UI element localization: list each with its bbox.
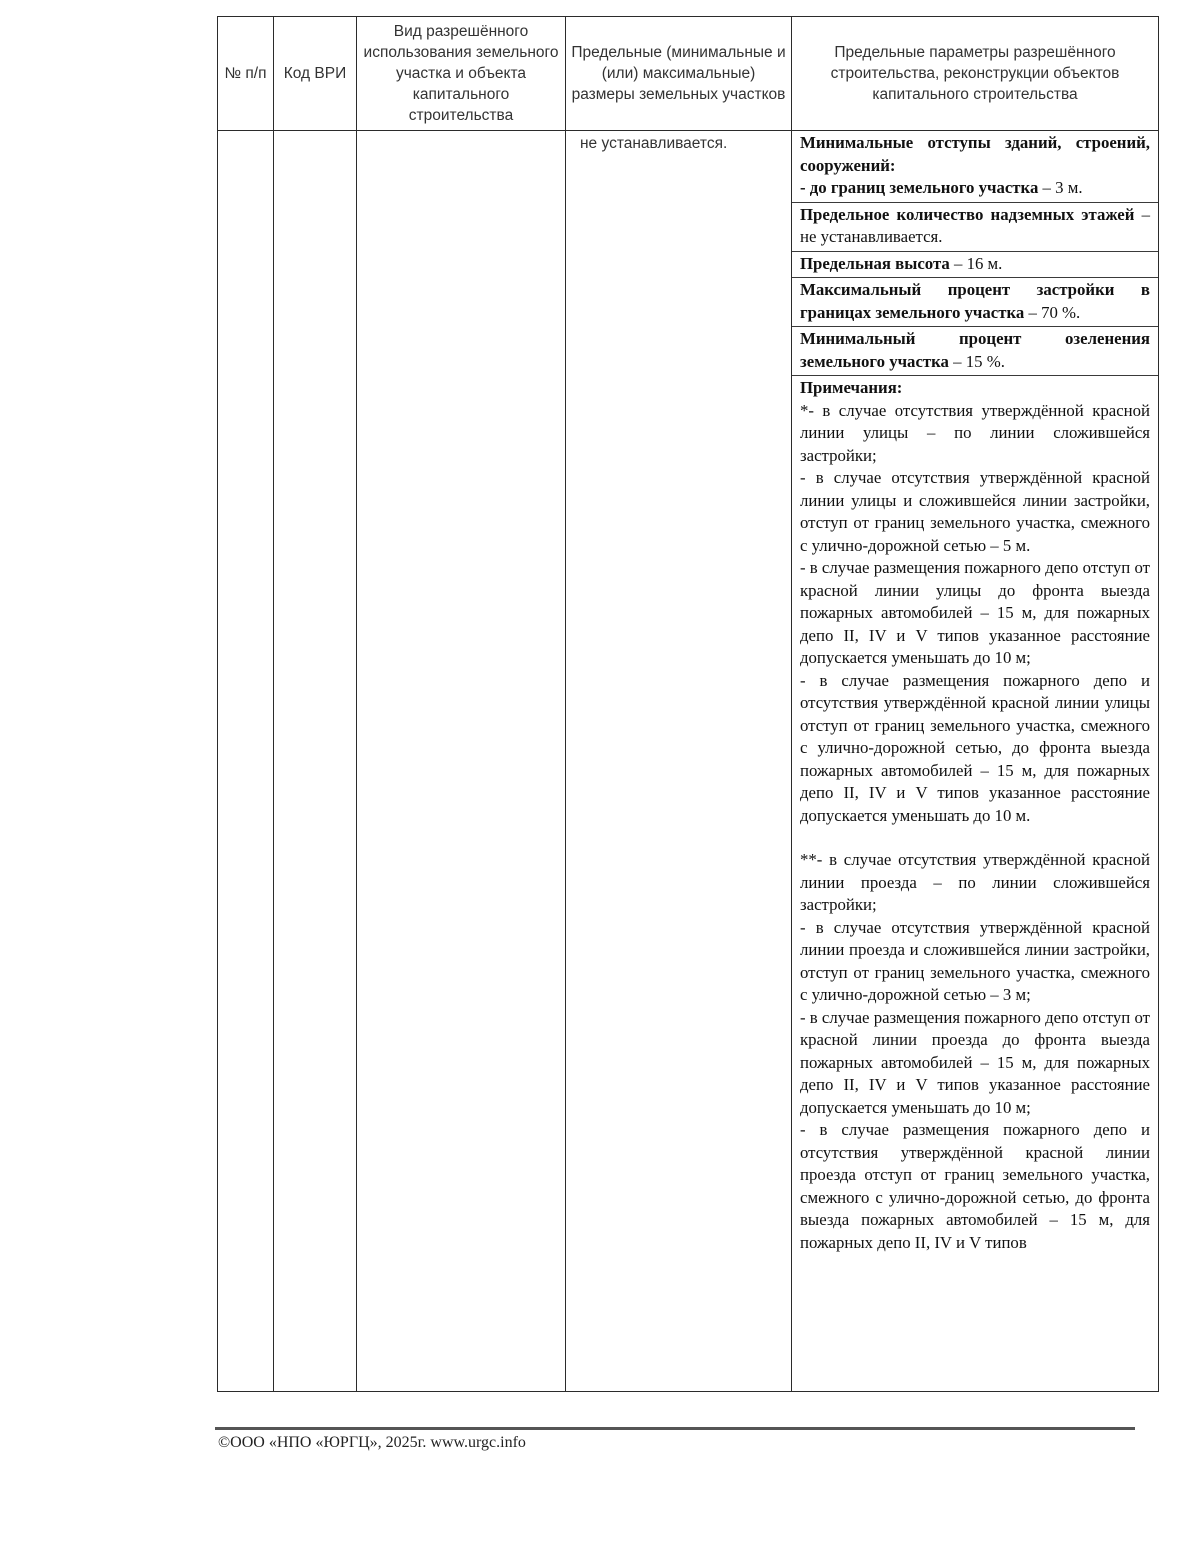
note-line: - в случае размещения пожарного депо и отсутствия утверждённой красной линии проезда отступ от границ земельного участка, смежного с улично-дорожной сетью, до фронта выезда пожарных автомобилей – 15 м, для пожарных депо II, IV и V типов [800, 1120, 1150, 1252]
greening-block [792, 327, 1158, 376]
floors-block [792, 203, 1158, 252]
floors-value: – не устанавливается. [800, 204, 1150, 246]
height-block [792, 252, 1158, 279]
table-header-row [218, 17, 1159, 131]
header-plot-sizes: Предельные (минимальные и (или) максимальные) размеры земельных участков [566, 17, 792, 131]
note-line: - в случае размещения пожарного депо отступ от красной линии улицы до фронта выезда пожарных автомобилей – 15 м, для пожарных депо II, IV и V типов указанное расстояние допускается уменьшать до 10 м; [800, 558, 1150, 667]
cell-no [218, 131, 274, 1392]
coverage-value: – 70 %. [1024, 302, 1081, 322]
cell-use-type [357, 131, 566, 1392]
note-line: - в случае размещения пожарного депо отступ от красной линии проезда до фронта выезда пожарных автомобилей – 15 м, для пожарных депо II, IV и V типов указанное расстояние допускается уменьшать до 10 м; [800, 1007, 1150, 1117]
note-line: - в случае размещения пожарного депо и отсутствия утверждённой красной линии улицы отступ от границ земельного участка, смежного с улично-дорожной сетью, до фронта выезда пожарных автомобилей – 15 м, для пожарных депо II, IV и V типов указанное расстояние допускается уменьшать до 10 м. [800, 670, 1150, 825]
footer-divider [215, 1427, 1135, 1430]
greening-label: Минимальный процент озеленения земельного участка [800, 329, 1150, 371]
greening-value: – 15 %. [948, 351, 1005, 371]
header-params: Предельные параметры разрешённого строительства, реконструкции объектов капитального строительства [792, 17, 1159, 131]
header-no: № п/п [218, 17, 274, 131]
coverage-label: Максимальный процент застройки в границах земельного участка [800, 280, 1150, 322]
note-line: - в случае отсутствия утверждённой красной линии проезда и сложившейся линии застройки, отступ от границ земельного участка, смежного с улично-дорожной сетью – 3 м; [800, 917, 1150, 1004]
note-spacer [800, 827, 1150, 849]
footer-copyright: ©ООО «НПО «ЮРГЦ», 2025г. www.urgc.info [218, 1434, 526, 1451]
note-line: - в случае отсутствия утверждённой красной линии улицы и сложившейся линии застройки, отступ от границ земельного участка, смежного с улично-дорожной сетью – 5 м. [800, 468, 1150, 555]
cell-code [274, 131, 357, 1392]
cell-params [792, 131, 1159, 1392]
notes-block [792, 376, 1158, 1256]
note-line: *- в случае отсутствия утверждённой красной линии улицы – по линии сложившейся застройки; [800, 400, 1150, 465]
header-code: Код ВРИ [274, 17, 357, 131]
table-row [218, 131, 1159, 1392]
cell-plot-sizes: не устанавливается. [566, 131, 792, 1392]
coverage-block [792, 278, 1158, 327]
indent-detail: - до границ земельного участка [800, 178, 1039, 197]
regulations-table [217, 16, 1159, 1392]
header-use-type: Вид разрешённого использования земельного участка и объекта капитального строительства [357, 17, 566, 131]
height-value: – 16 м. [949, 253, 1003, 273]
notes-title: Примечания: [800, 378, 903, 397]
floors-label: Предельное количество надземных этажей [800, 204, 1135, 224]
note-line: **- в случае отсутствия утверждённой красной линии проезда – по линии сложившейся застройки; [800, 850, 1150, 914]
indent-block [792, 131, 1158, 203]
indent-title: Минимальные отступы зданий, строений, сооружений: [800, 133, 1150, 175]
height-label: Предельная высота [800, 253, 950, 273]
indent-value: – 3 м. [1038, 178, 1083, 197]
